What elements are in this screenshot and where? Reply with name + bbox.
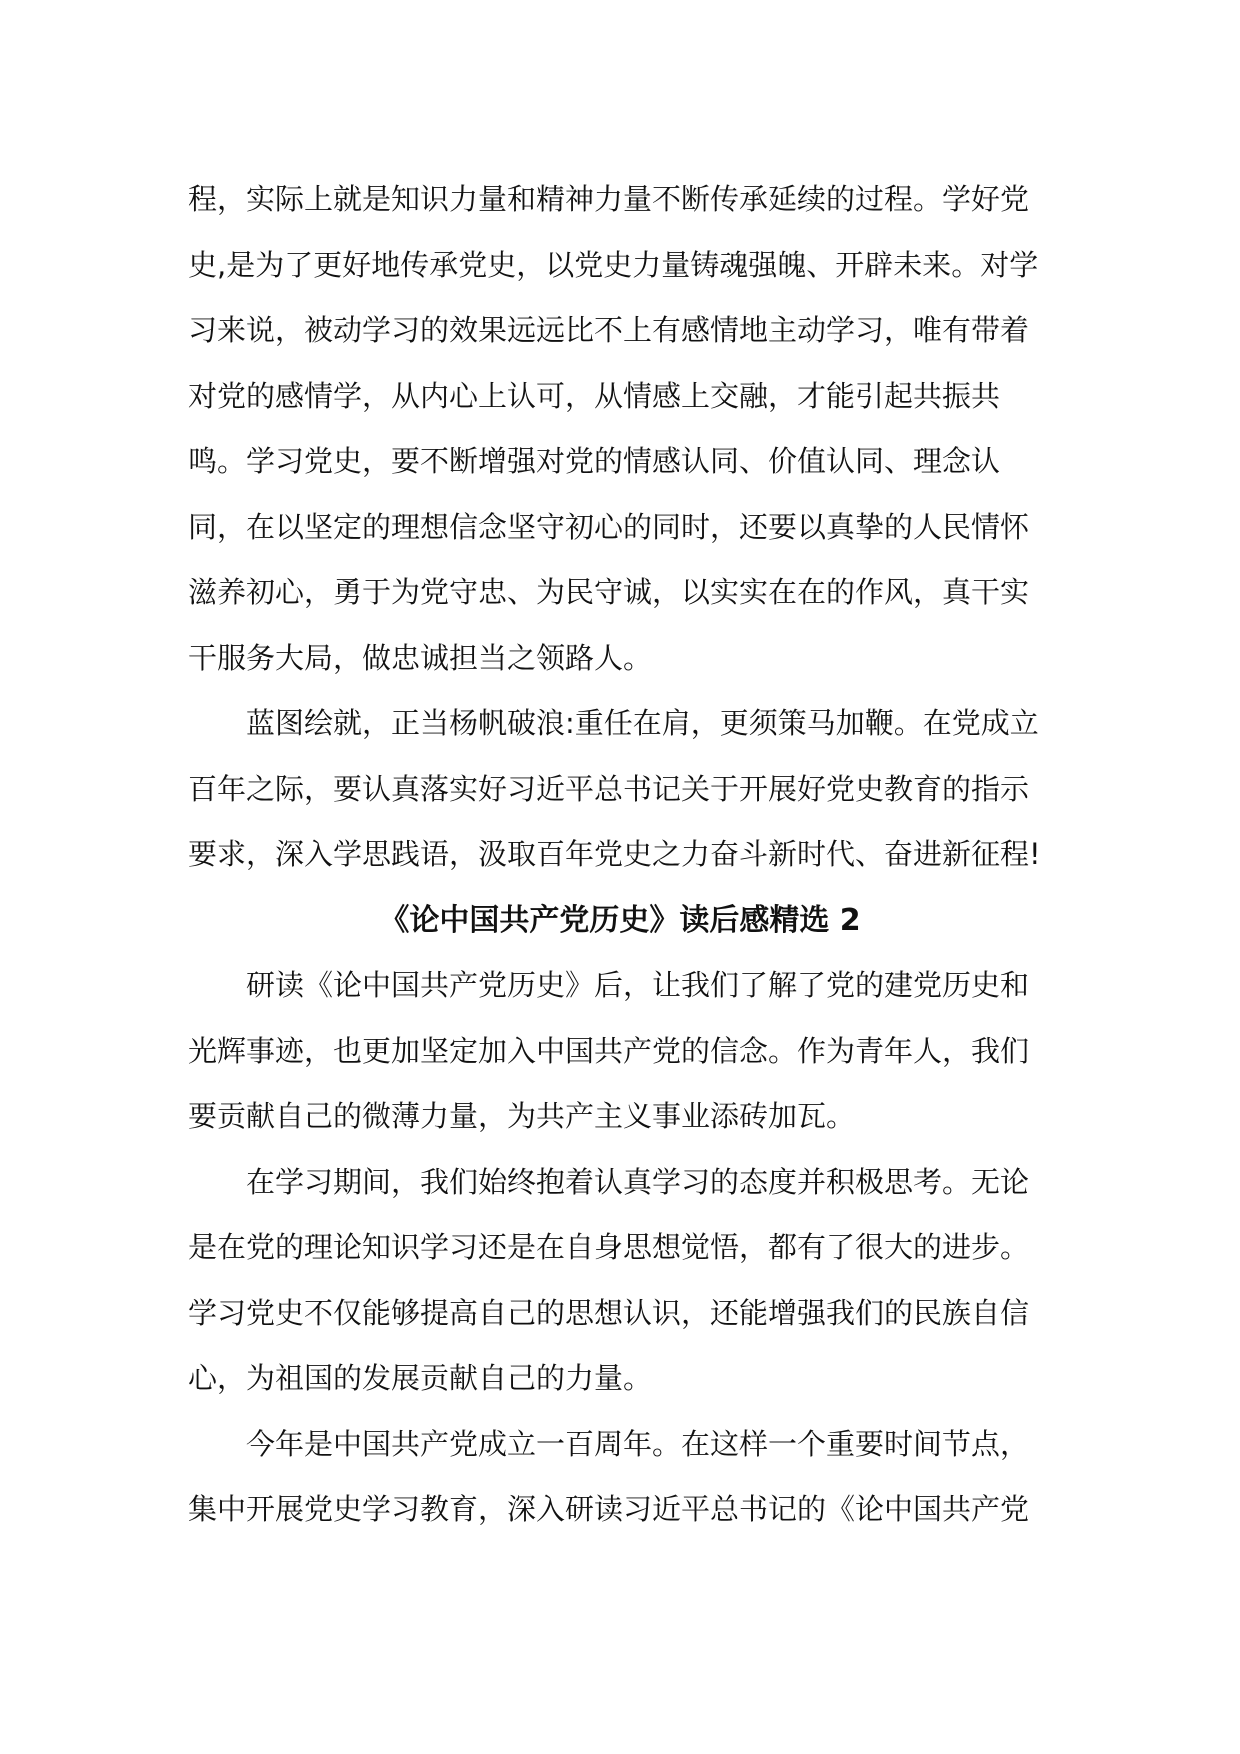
paragraph <box>188 167 1052 691</box>
text-line: 光辉事迹，也更加坚定加入中国共产党的信念。作为青年人，我们 <box>188 1033 1030 1068</box>
text-line: 集中开展党史学习教育，深入研读习近平总书记的《论中国共产党 <box>188 1492 1030 1526</box>
paragraph <box>188 953 1052 1150</box>
paragraph <box>188 691 1052 888</box>
text-line: 鸣。学习党史，要不断增强对党的情感认同、价值认同、理念认 <box>188 444 1001 478</box>
paragraph <box>188 1150 1052 1412</box>
text-line: 学习党史不仅能够提高自己的思想认识，还能增强我们的民族自信 <box>188 1295 1030 1330</box>
text-line: 蓝图绘就，正当杨帆破浪:重任在肩，更须策马加鞭。在党成立 <box>246 706 1039 740</box>
paragraph <box>188 1412 1052 1543</box>
text-line: 程，实际上就是知识力量和精神力量不断传承延续的过程。学好党 <box>188 182 1030 216</box>
text-line: 在学习期间，我们始终抱着认真学习的态度并积极思考。无论 <box>246 1164 1030 1199</box>
text-line: 今年是中国共产党成立一百周年。在这样一个重要时间节点， <box>246 1426 1030 1461</box>
text-line: 干服务大局，做忠诚担当之领路人。 <box>188 640 653 675</box>
text-line: 心，为祖国的发展贡献自己的力量。 <box>188 1361 653 1395</box>
text-line: 要贡献自己的微薄力量，为共产主义事业添砖加瓦。 <box>188 1099 856 1133</box>
text-line: 习来说，被动学习的效果远远比不上有感情地主动学习，唯有带着 <box>188 313 1030 347</box>
text-line: 同，在以坚定的理想信念坚守初心的同时，还要以真挚的人民情怀 <box>188 509 1030 544</box>
section-heading: 《论中国共产党历史》读后感精选 2 <box>379 902 861 938</box>
text-line: 史,是为了更好地传承党史，以党史力量铸魂强魄、开辟未来。对学 <box>188 247 1039 282</box>
text-line: 对党的感情学，从内心上认可，从情感上交融，才能引起共振共 <box>188 378 1001 413</box>
text-line: 滋养初心，勇于为党守忠、为民守诚，以实实在在的作风，真干实 <box>188 575 1030 609</box>
text-line: 是在党的理论知识学习还是在自身思想觉悟，都有了很大的进步。 <box>188 1230 1030 1264</box>
text-line: 百年之际，要认真落实好习近平总书记关于开展好党史教育的指示 <box>188 771 1030 806</box>
document-body <box>188 167 1052 1543</box>
text-line: 要求，深入学思践语，汲取百年党史之力奋斗新时代、奋进新征程! <box>188 837 1041 871</box>
text-line: 研读《论中国共产党历史》后，让我们了解了党的建党历史和 <box>246 968 1030 1002</box>
